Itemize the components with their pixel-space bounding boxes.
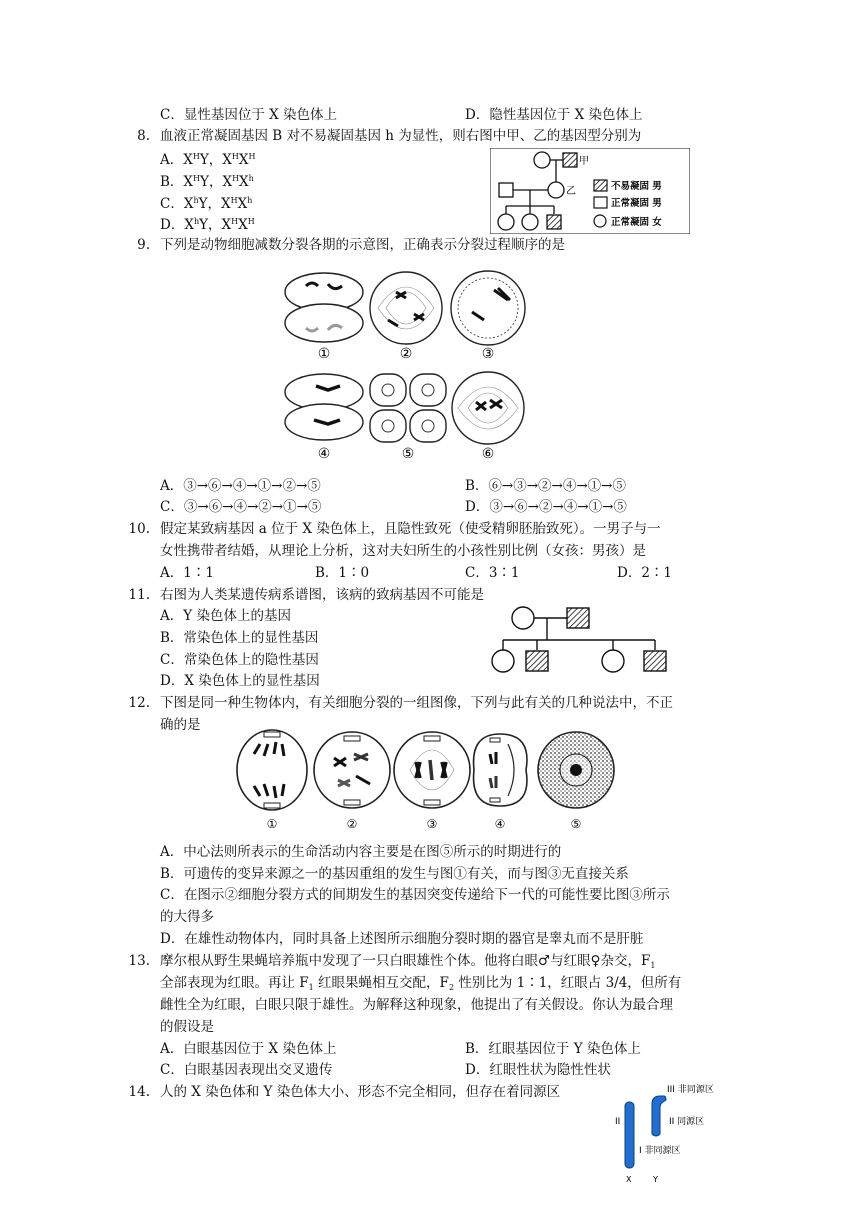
q11-number: 11. (128, 587, 150, 603)
q10-option-a: A．1∶1 (160, 565, 214, 581)
q11-option-d: D．X 染色体上的显性基因 (160, 673, 320, 689)
q12-label-4: ④ (494, 817, 506, 831)
cell-4 (285, 374, 363, 440)
q8-option-c: C．$X^hY$，$X^HX^h$ (160, 196, 253, 212)
q8-option-a: A．$X^HY$，$X^HX^H$ (160, 152, 256, 168)
q10-option-d: D．2∶1 (617, 565, 673, 581)
q10-stem-line2: 女性携带者结婚，从理论上分析，这对夫妇所生的小孩性别比例（女孩：男孩）是 (160, 543, 646, 559)
division-cell-2 (314, 732, 390, 808)
x-chromosome (625, 1102, 634, 1168)
q9-label-5: ⑤ (401, 446, 415, 462)
q10-option-b: B．1∶0 (315, 565, 370, 581)
q13-stem-line4: 的假设是 (160, 1019, 214, 1035)
q12-stem-line2: 确的是 (160, 717, 201, 733)
q12-option-c-line2: 的大得多 (160, 909, 214, 925)
q12-option-d: D．在雄性动物体内，同时具备上述图所示细胞分裂时期的器官是睾丸而不是肝脏 (160, 931, 644, 947)
q11-option-c: C．常染色体上的隐性基因 (160, 652, 319, 668)
legend-normal-female: 正常凝固 女 (611, 217, 662, 228)
q7-option-c: C．显性基因位于 X 染色体上 (160, 107, 338, 123)
q14-number: 14. (128, 1084, 150, 1100)
q12-option-a: A．中心法则所表示的生命活动内容主要是在图⑤所示的时期进行的 (160, 844, 562, 860)
cell-2 (370, 272, 442, 344)
label-y: Y (653, 1175, 658, 1184)
q11-option-a: A．Y 染色体上的基因 (160, 608, 291, 624)
q9-number: 9. (137, 237, 150, 253)
q8-number: 8. (137, 128, 150, 144)
q13-stem-line1: 摩尔根从野生果蝇培养瓶中发现了一只白眼雄性个体。他将白眼♂与红眼♀杂交，$F_1$ (160, 953, 656, 970)
q9-label-3: ③ (481, 346, 495, 362)
q9-label-4: ④ (317, 446, 331, 462)
q13-number: 13. (128, 953, 150, 969)
label-ii-left: II (615, 1117, 621, 1127)
q11-option-b: B．常染色体上的显性基因 (160, 630, 319, 646)
legend-affected-male: 不易凝固 男 (611, 181, 662, 192)
q10-option-c: C．3∶1 (465, 565, 520, 581)
q12-label-5: ⑤ (570, 817, 582, 831)
q9-meiosis-figure (270, 266, 530, 472)
q8-option-b: B．$X^HY$，$X^HX^h$ (160, 174, 254, 190)
q9-stem: 下列是动物细胞减数分裂各期的示意图，正确表示分裂过程顺序的是 (160, 237, 565, 253)
q12-label-1: ① (266, 817, 278, 831)
q13-option-b: B．红眼基因位于 Y 染色体上 (465, 1041, 641, 1057)
q10-number: 10. (128, 521, 150, 537)
q8-option-d: D．$X^hY$，$X^HX^H$ (160, 217, 255, 233)
q12-stem-line1: 下图是同一种生物体内，有关细胞分裂的一组图像，下列与此有关的几种说法中，不正 (160, 695, 673, 711)
label-i-nonhomologous: I 非同源区 (639, 1146, 681, 1156)
jia-label: 甲 (579, 156, 589, 167)
yi-symbol (548, 182, 564, 198)
q7-option-d: D．隐性基因位于 X 染色体上 (465, 107, 643, 123)
q8-stem: 血液正常凝固基因 B 对不易凝固基因 h 为显性，则右图中甲、乙的基因型分别为 (160, 128, 642, 144)
division-cell-3 (394, 732, 470, 808)
q13-stem-line3: 雌性全为红眼，白眼只限于雄性。为解释这种现象，他提出了有关假设。你认为最合理 (160, 997, 673, 1013)
q8-pedigree-figure (490, 148, 690, 234)
yi-label: 乙 (566, 186, 576, 197)
q13-option-c: C．白眼基因表现出交叉遗传 (160, 1062, 333, 1078)
q9-option-b: B．⑥→③→②→④→①→⑤ (465, 478, 626, 494)
q12-label-2: ② (346, 817, 358, 831)
q11-pedigree-figure (485, 604, 685, 676)
q13-option-a: A．白眼基因位于 X 染色体上 (160, 1041, 337, 1057)
cell-5 (370, 374, 446, 442)
q9-option-a: A．③→⑥→④→①→②→⑤ (160, 478, 321, 494)
q12-label-3: ③ (426, 817, 438, 831)
label-iii-nonhomologous: III 非同源区 (667, 1085, 714, 1095)
q11-stem: 右图为人类某遗传病系谱图，该病的致病基因不可能是 (160, 587, 484, 603)
q9-label-2: ② (399, 346, 413, 362)
division-cell-4 (474, 734, 527, 806)
q9-option-d: D．③→⑥→②→④→①→⑤ (465, 499, 627, 515)
label-ii-homologous: II 同源区 (669, 1117, 705, 1127)
q9-option-c: C．③→⑥→④→②→①→⑤ (160, 499, 322, 515)
cell-6 (452, 372, 524, 444)
division-cell-1 (237, 730, 307, 810)
y-chromosome (652, 1096, 666, 1136)
jia-symbol (563, 153, 577, 167)
q10-stem-line1: 假定某致病基因 a 位于 X 染色体上，且隐性致死（使受精卵胚胎致死）。一男子与一 (160, 521, 661, 537)
q13-stem-line2: 全部表现为红眼。再让 $F_1$ 红眼果蝇相互交配，$F_2$ 性别比为 1∶1，红眼占 3/4，但所有 (160, 975, 682, 992)
legend-normal-male: 正常凝固 男 (611, 198, 662, 209)
q12-option-c-line1: C．在图示②细胞分裂方式的间期发生的基因突变传递给下一代的可能性要比图③所示 (160, 887, 670, 903)
label-x: X (626, 1175, 632, 1184)
q12-mitosis-figure (234, 728, 618, 832)
q9-label-1: ① (317, 346, 331, 362)
q12-option-b: B．可遗传的变异来源之一的基因重组的发生与图①有关，而与图③无直接关系 (160, 866, 629, 882)
q9-label-6: ⑥ (481, 446, 495, 462)
q13-option-d: D．红眼性状为隐性性状 (465, 1062, 611, 1078)
q14-xy-chromosome-figure (605, 1080, 735, 1186)
division-cell-5 (538, 732, 614, 808)
cell-1 (285, 273, 363, 342)
q12-number: 12. (128, 695, 150, 711)
q14-stem: 人的 X 染色体和 Y 染色体大小、形态不完全相同，但存在着同源区 (160, 1084, 561, 1100)
cell-3 (451, 271, 525, 345)
